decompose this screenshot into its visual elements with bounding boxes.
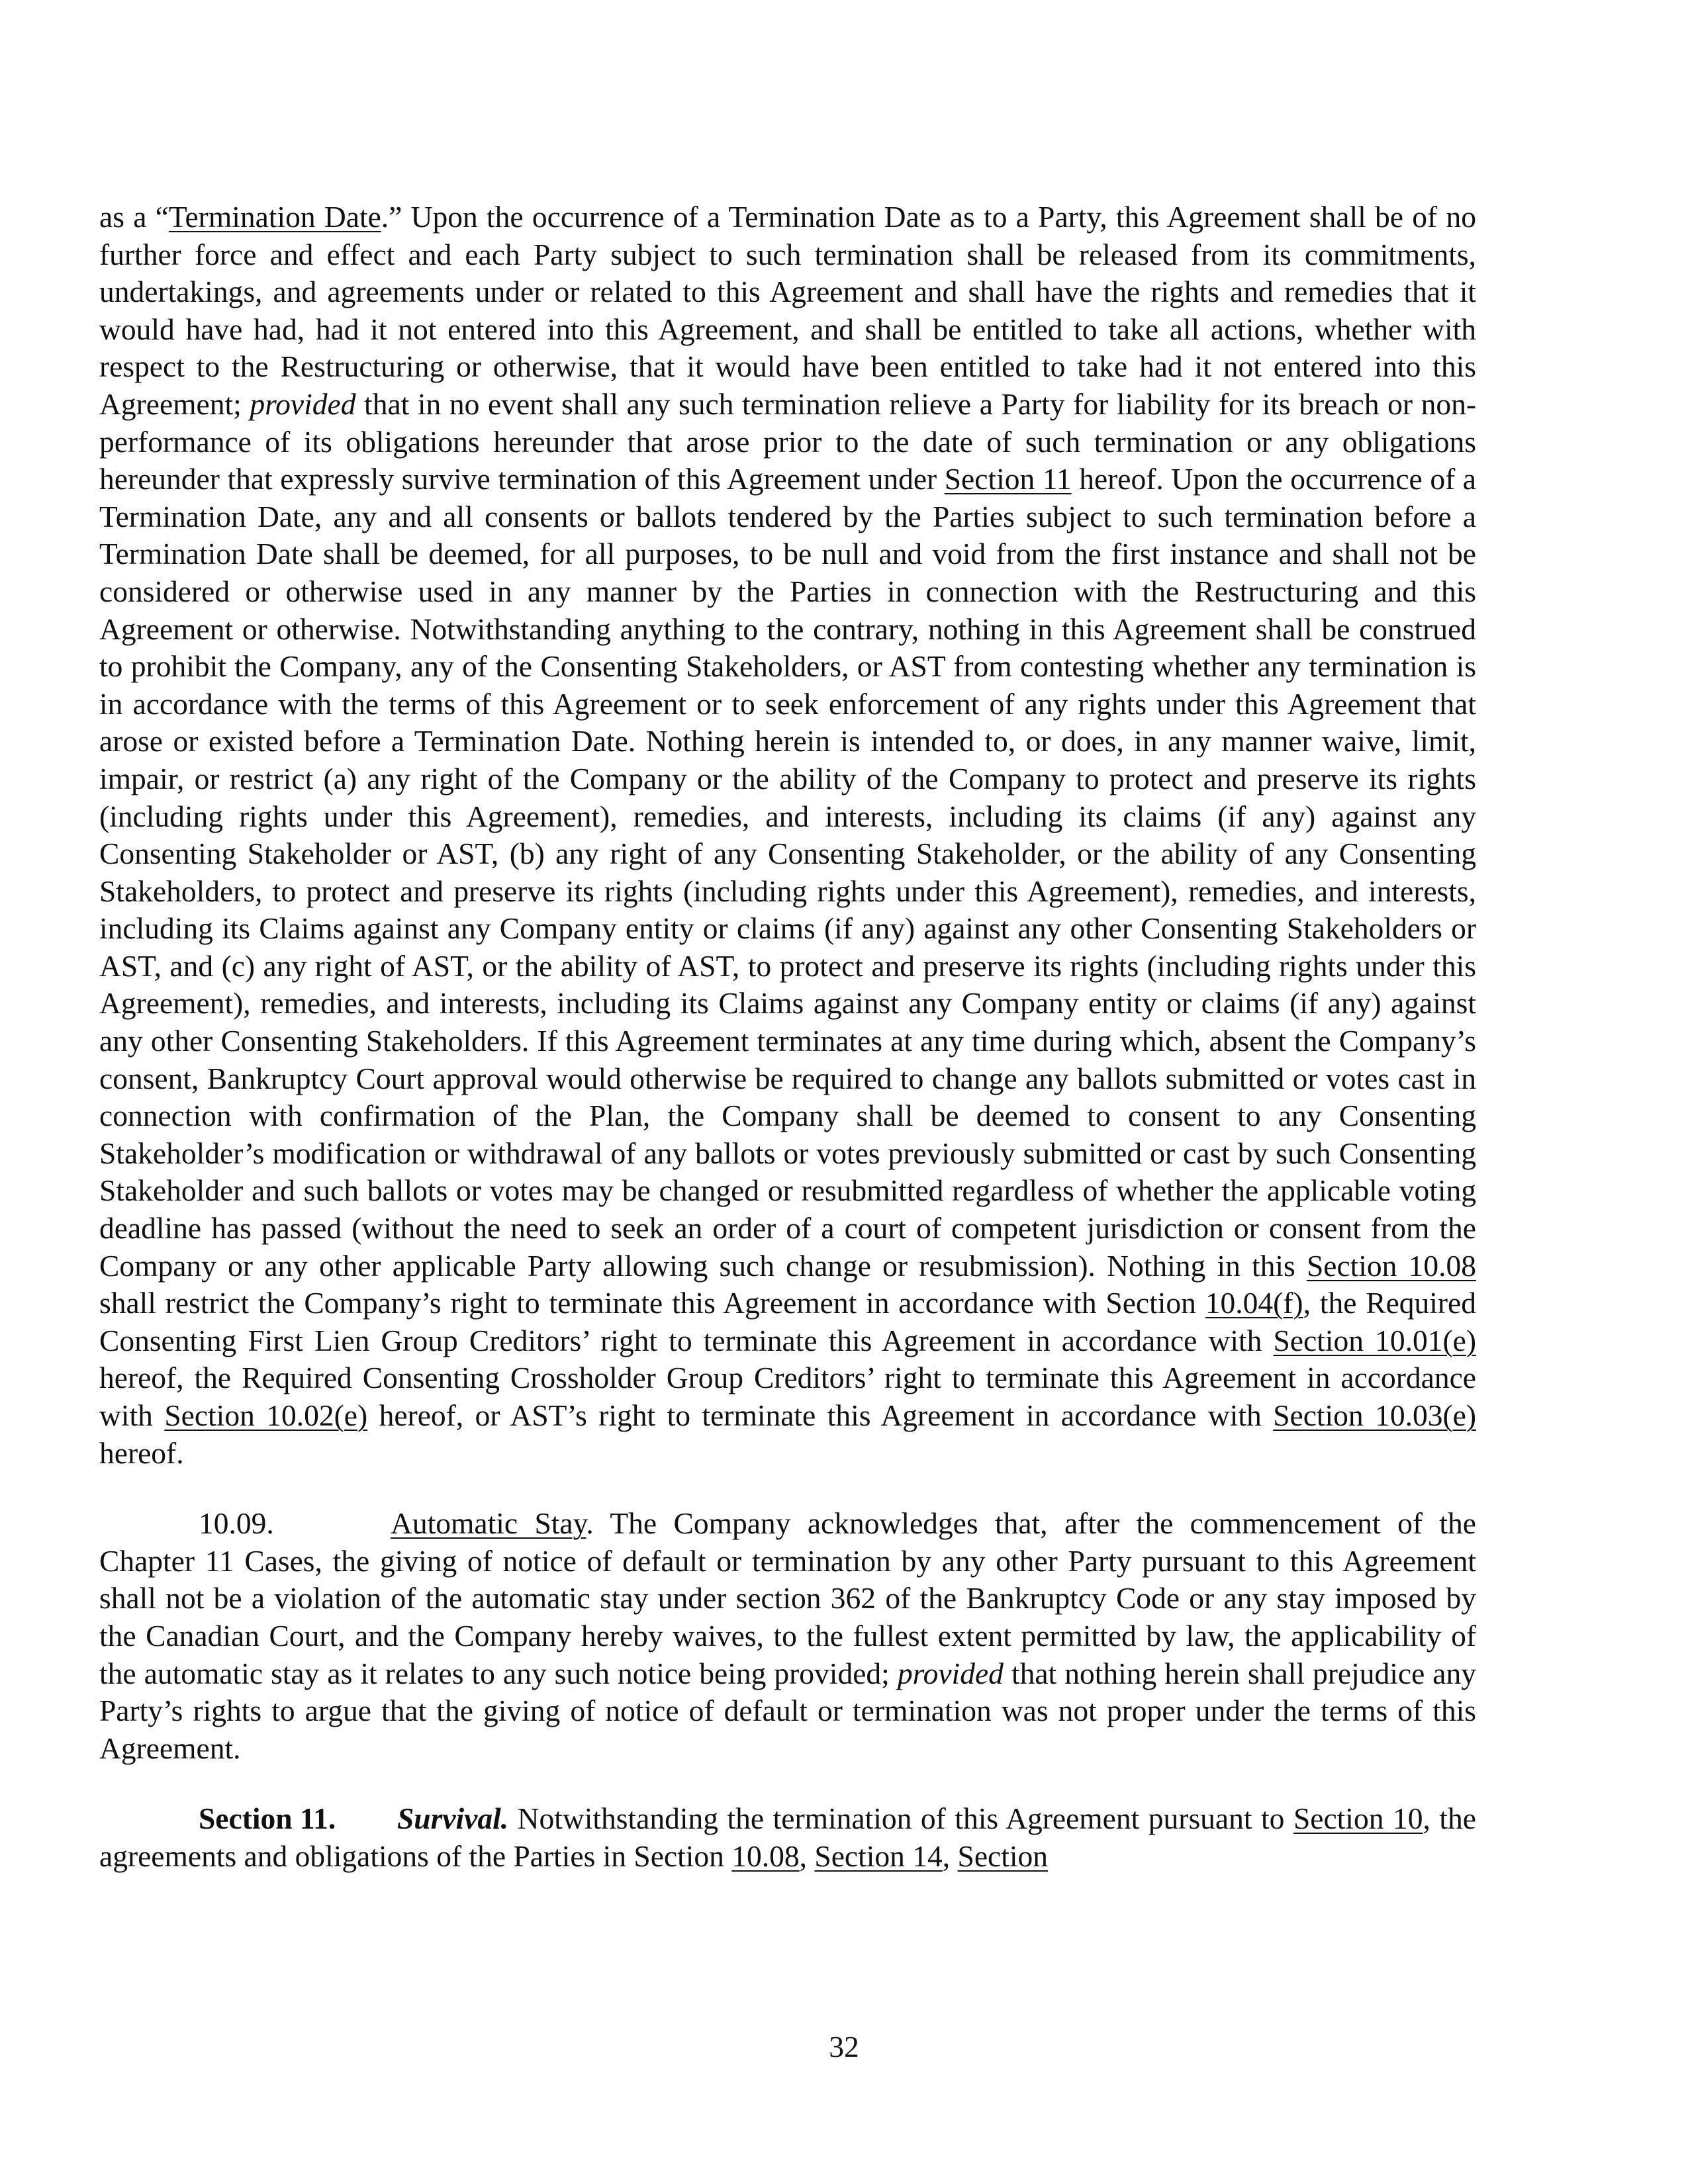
- text-run: .” Upon the occurrence of a Termination Date as to a Party, this Agreement shall be of no further force and effect and each Party subject to such termination shall be released from its commitments, undertakings, and agreements under or related to this Agreement and shall have the rights and remedies that it would have had, had it not entered into this Agreement, and shall be entitled to take all actions, whether with respect to the Restructuring or otherwise, that it would have been entitled to take had it not entered into this Agreement;: [99, 200, 1476, 421]
- proviso-italic: provided: [250, 387, 356, 421]
- cross-reference-section-10: Section 10: [1293, 1801, 1423, 1836]
- text-run: hereof. Upon the occurrence of a Termination Date, any and all consents or ballots tendered by the Parties subject to such termination before a Termination Date shall be deemed, for all purposes, to be null and void from the first instance and shall not be considered or otherwise used in any manner by the Parties in connection with the Restructuring and this Agreement or otherwise. Notwithstanding anything to the contrary, nothing in this Agreement shall be construed to prohibit the Company, any of the Consenting Stakeholders, or AST from contesting whether any termination is in accordance with the terms of this Agreement or to seek enforcement of any rights under this Agreement that arose or existed before a Termination Date. Nothing herein is intended to, or does, in any manner waive, limit, impair, or restrict (a) any right of the Company or the ability of the Company to protect and preserve its rights (including rights under this Agreement), remedies, and interests, including its claims (if any) against any Consenting Stakeholder or AST, (b) any right of any Consenting Stakeholder, or the ability of any Consenting Stakeholders, to protect and preserve its rights (including rights under this Agreement), remedies, and interests, including its Claims against any Company entity or claims (if any) against any other Consenting Stakeholders or AST, and (c) any right of AST, or the ability of AST, to protect and preserve its rights (including rights under this Agreement), remedies, and interests, including its Claims against any Company entity or claims (if any) against any other Consenting Stakeholders. If this Agreement terminates at any time during which, absent the Company’s consent, Bankruptcy Court approval would otherwise be required to change any ballots submitted or votes cast in connection with confirmation of the Plan, the Company shall be deemed to consent to any Consenting Stakeholder’s modification or withdrawal of any ballots or votes previously submitted or cast by such Consenting Stakeholder and such ballots or votes may be changed or resubmitted regardless of whether the applicable voting deadline has passed (without the need to seek an order of a court of competent jurisdiction or consent from the Company or any other applicable Party allowing such change or resubmission). Nothing in this: [99, 462, 1477, 1283]
- text-run: , the Required Consenting First Lien Group Creditors’ right to terminate this Agreement in accordance with: [99, 1286, 1476, 1357]
- text-run: hereof, the Required Consenting Crossholder Group Creditors’ right to terminate this Agreement in accordance with: [99, 1361, 1476, 1432]
- paragraph-automatic-stay: [99, 1505, 1476, 1767]
- text-run: . The Company acknowledges that, after the commencement of the Chapter 11 Cases, the giving of notice of default or termination by any other Party pursuant to this Agreement shall not be a violation of the automatic stay under section 362 of the Bankruptcy Code or any stay imposed by the Canadian Court, and the Company hereby waives, to the fullest extent permitted by law, the applicability of the automatic stay as it relates to any such notice being provided;: [99, 1506, 1476, 1690]
- text-run: , the agreements and obligations of the Parties in Section: [99, 1801, 1476, 1873]
- paragraph-termination-effect: [99, 199, 1476, 1472]
- text-run: that in no event shall any such termination relieve a Party for liability for its breach or non-performance of its obligations hereunder that arose prior to the date of such termination or any obligations hereunder that expressly survive termination of this Agreement under: [99, 387, 1476, 496]
- cross-reference-10-01e: Section 10.01(e): [1273, 1323, 1476, 1357]
- paragraph-survival: [99, 1800, 1476, 1875]
- cross-reference-section-14: Section 14: [814, 1839, 943, 1873]
- cross-reference-section-11: Section 11: [944, 462, 1072, 496]
- section-number-11: Section 11.: [199, 1801, 336, 1836]
- page-number: 32: [829, 2030, 859, 2064]
- cross-reference-10-02e: Section 10.02(e): [164, 1398, 368, 1432]
- section-heading-automatic-stay: Automatic Stay: [391, 1506, 586, 1541]
- cross-reference-section-10-08: Section 10.08: [1306, 1248, 1476, 1283]
- text-run: hereof, or AST’s right to terminate this Agreement in accordance with: [367, 1398, 1274, 1432]
- section-number-10-09: 10.09.: [199, 1506, 274, 1541]
- document-page: [99, 199, 1476, 1876]
- text-run: ,: [942, 1839, 958, 1873]
- section-heading-survival: Survival.: [397, 1801, 509, 1836]
- text-run: ,: [799, 1839, 815, 1873]
- text-run: hereof.: [99, 1435, 184, 1470]
- cross-reference-10-08: 10.08: [731, 1839, 800, 1873]
- text-run: Notwithstanding the termination of this Agreement pursuant to: [508, 1801, 1293, 1836]
- proviso-italic: provided: [897, 1656, 1004, 1690]
- cross-reference-10-03e: Section 10.03(e): [1273, 1398, 1476, 1432]
- text-run: that nothing herein shall prejudice any Party’s rights to argue that the giving of notice of default or termination was not proper under the terms of this Agreement.: [99, 1656, 1477, 1765]
- cross-reference-10-04f: 10.04(f): [1205, 1286, 1303, 1320]
- text-run: as a “: [99, 200, 169, 234]
- cross-reference-section-continued: Section: [957, 1839, 1048, 1873]
- defined-term-termination-date: Termination Date: [168, 200, 381, 234]
- text-run: shall restrict the Company’s right to terminate this Agreement in accordance with Section: [99, 1286, 1205, 1320]
